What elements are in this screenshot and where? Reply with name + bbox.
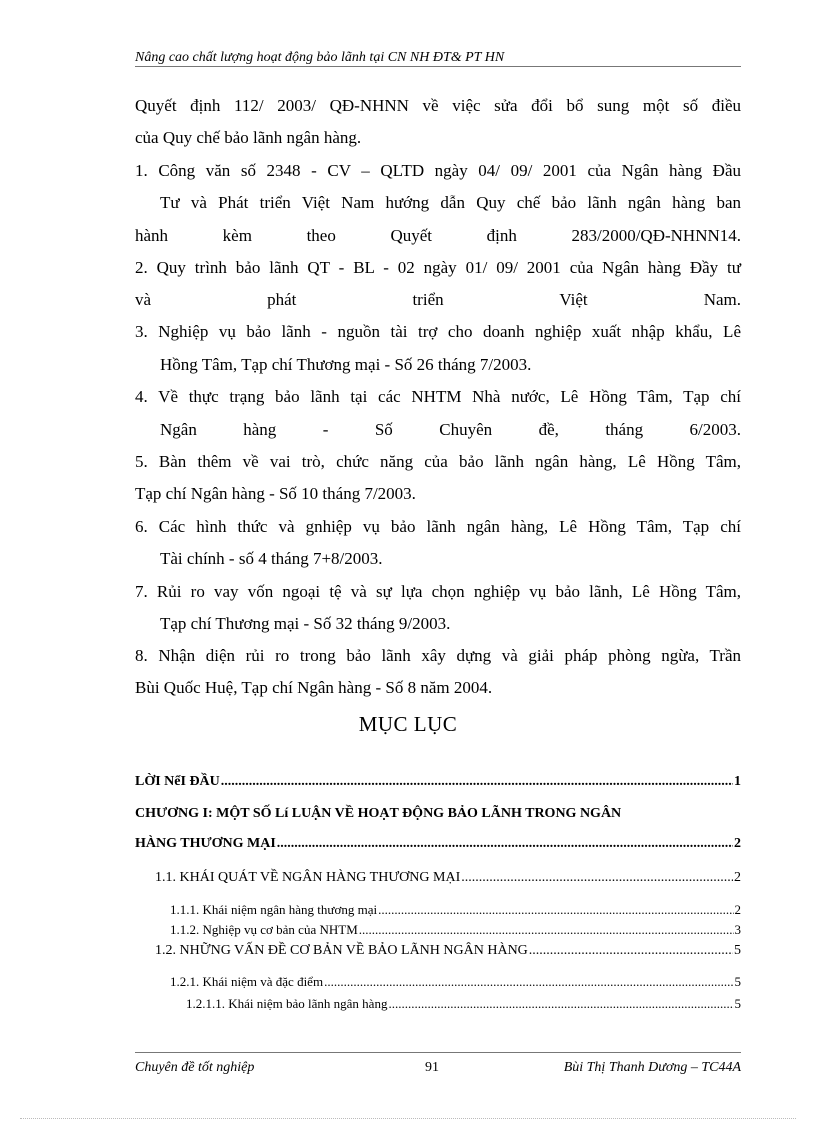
ref-4-line-1: 4. Về thực trạng bảo lãnh tại các NHTM Nhà nước, Lê Hồng Tâm, Tạp chí xyxy=(135,387,741,406)
ref-5-line-1: 5. Bàn thêm về vai trò, chức năng của bảo lãnh ngân hàng, Lê Hồng Tâm, xyxy=(135,452,741,471)
toc-entry-label: 1.2. NHỮNG VẤN ĐỀ CƠ BẢN VỀ BẢO LÃNH NGÂN HÀNG xyxy=(155,943,528,958)
ref-continuation-line-1: Quyết định 112/ 2003/ QĐ-NHNN về việc sửa đổi bổ sung một số điều xyxy=(135,96,741,115)
toc-entry[interactable] xyxy=(135,836,741,852)
toc-entry[interactable] xyxy=(170,974,741,990)
toc-entry[interactable] xyxy=(170,902,741,918)
toc-entry-page: 5 xyxy=(734,996,741,1011)
ref-3-line-1: 3. Nghiệp vụ bảo lãnh - nguồn tài trợ cho doanh nghiệp xuất nhập khẩu, Lê xyxy=(135,322,741,341)
toc-entry[interactable] xyxy=(155,870,741,886)
toc-entry-page: 3 xyxy=(734,922,741,937)
toc-entry-page: 5 xyxy=(734,943,741,958)
toc-entry-label: 1.1.1. Khái niệm ngân hàng thương mại xyxy=(170,902,378,917)
ref-1-line-2: Tư và Phát triển Việt Nam hướng dẫn Quy chế bảo lãnh ngân hàng ban xyxy=(160,193,741,212)
ref-8-line-2: Bùi Quốc Huệ, Tạp chí Ngân hàng - Số 8 năm 2004. xyxy=(135,678,493,697)
ref-2-line-1: 2. Quy trình bảo lãnh QT - BL - 02 ngày 01/ 09/ 2001 của Ngân hàng Đầy tư xyxy=(135,258,741,277)
toc-title: MỤC LỤC xyxy=(358,712,458,736)
toc-entry-label: 1.2.1. Khái niệm và đặc điểm xyxy=(170,974,324,989)
ref-3-line-2: Hồng Tâm, Tạp chí Thương mại - Số 26 tháng 7/2003. xyxy=(160,355,532,374)
toc-entry-page: 2 xyxy=(734,870,741,885)
ref-4-line-2: Ngân hàng - Số Chuyên đề, tháng 6/2003. xyxy=(160,420,741,439)
ref-6-line-2: Tài chính - số 4 tháng 7+8/2003. xyxy=(160,549,383,568)
page-bottom-border xyxy=(20,1118,796,1119)
ref-1-line-1: 1. Công văn số 2348 - CV – QLTD ngày 04/ 09/ 2001 của Ngân hàng Đầu xyxy=(135,161,741,180)
toc-entry[interactable] xyxy=(186,996,741,1012)
toc-entry-label: 1.1.2. Nghiệp vụ cơ bản của NHTM xyxy=(170,922,358,937)
footer-divider xyxy=(135,1052,741,1053)
footer-right-text: Bùi Thị Thanh Dương – TC44A xyxy=(563,1060,741,1075)
ref-5-line-2: Tạp chí Ngân hàng - Số 10 tháng 7/2003. xyxy=(135,484,416,503)
ref-8-line-1: 8. Nhận diện rủi ro trong bảo lãnh xây dựng và giải pháp phòng ngừa, Trần xyxy=(135,646,741,665)
toc-chapter-line-1[interactable]: CHƯƠNG I: MỘT SỐ Lí LUẬN VỀ HOẠT ĐỘNG BẢO LÃNH TRONG NGÂN xyxy=(135,806,622,821)
ref-2-line-2: và phát triển Việt Nam. xyxy=(135,290,741,309)
ref-6-line-1: 6. Các hình thức và gnhiệp vụ bảo lãnh ngân hàng, Lê Hồng Tâm, Tạp chí xyxy=(135,517,741,536)
running-header: Nâng cao chất lượng hoạt động bảo lãnh tại CN NH ĐT& PT HN xyxy=(135,50,505,65)
toc-entry-label: LỜI NểI ĐẦU xyxy=(135,774,220,789)
toc-entry[interactable] xyxy=(170,922,741,938)
ref-1-line-3: hành kèm theo Quyết định 283/2000/QĐ-NHNN14. xyxy=(135,226,741,245)
toc-entry[interactable] xyxy=(135,774,741,790)
toc-entry-label: HÀNG THƯƠNG MẠI xyxy=(135,836,276,851)
toc-entry-page: 2 xyxy=(734,902,741,917)
toc-entry-label: 1.1. KHÁI QUÁT VỀ NGÂN HÀNG THƯƠNG MẠI xyxy=(155,870,461,885)
ref-7-line-1: 7. Rủi ro vay vốn ngoại tệ và sự lựa chọn nghiệp vụ bảo lãnh, Lê Hồng Tâm, xyxy=(135,582,741,601)
toc-entry-page: 5 xyxy=(734,974,741,989)
toc-entry-label: 1.2.1.1. Khái niệm bảo lãnh ngân hàng xyxy=(186,996,388,1011)
toc-entry[interactable] xyxy=(155,943,741,959)
ref-7-line-2: Tạp chí Thương mại - Số 32 tháng 9/2003. xyxy=(160,614,451,633)
toc-entry-page: 2 xyxy=(734,836,741,851)
header-divider xyxy=(135,66,741,67)
footer-page-number: 91 xyxy=(425,1060,439,1075)
toc-entry-page: 1 xyxy=(734,774,741,789)
footer-left-text: Chuyên đề tốt nghiệp xyxy=(135,1060,255,1075)
ref-continuation-line-2: của Quy chế bảo lãnh ngân hàng. xyxy=(135,128,362,147)
